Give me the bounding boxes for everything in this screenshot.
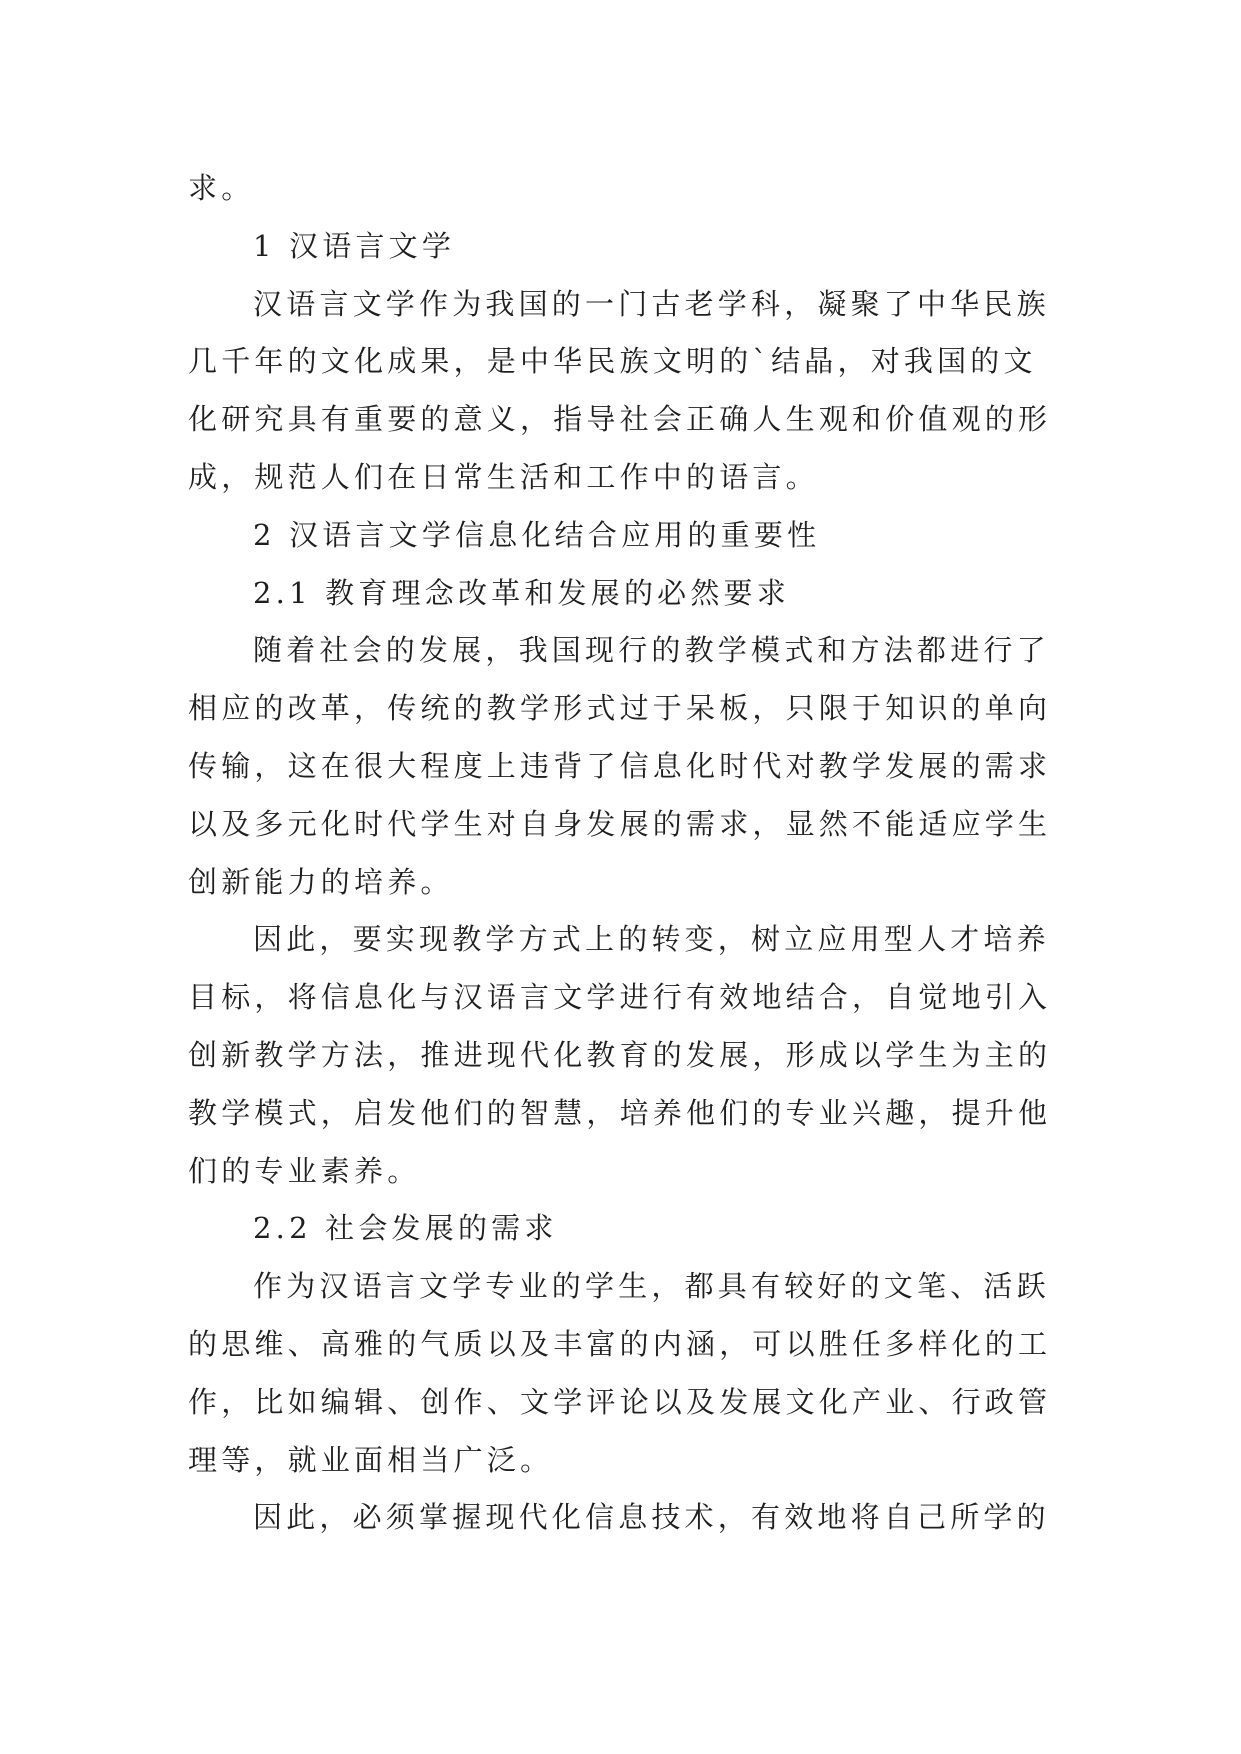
text-line: 作为汉语言文学专业的学生，都具有较好的文笔、活跃 (253, 1269, 1050, 1304)
text-line: 因此，要实现教学方式上的转变，树立应用型人才培养 (253, 922, 1050, 957)
text-line: 们的专业素养。 (188, 1153, 421, 1188)
document-body (188, 160, 1053, 1547)
text-line: 教学模式，启发他们的智慧，培养他们的专业兴趣，提升他 (188, 1095, 1052, 1130)
text-line: 作，比如编辑、创作、文学评论以及发展文化产业、行政管 (188, 1384, 1052, 1419)
text-line: 2.2 社会发展的需求 (253, 1211, 558, 1246)
text-line: 1 汉语言文学 (253, 228, 456, 263)
text-line: 以及多元化时代学生对自身发展的需求，显然不能适应学生 (188, 806, 1052, 841)
text-line: 随着社会的发展，我国现行的教学模式和方法都进行了 (253, 633, 1050, 668)
text-line: 创新教学方法，推进现代化教育的发展，形成以学生为主的 (188, 1037, 1052, 1072)
text-line: 几千年的文化成果，是中华民族文明的`结晶，对我国的文 (188, 344, 1037, 379)
text-line: 成，规范人们在日常生活和工作中的语言。 (188, 459, 819, 494)
text-line: 求。 (188, 171, 255, 205)
text-line: 因此，必须掌握现代化信息技术，有效地将自己所学的 (253, 1500, 1050, 1535)
text-line: 理等，就业面相当广泛。 (188, 1442, 554, 1477)
text-line: 2 汉语言文学信息化结合应用的重要性 (253, 517, 821, 552)
text-line: 相应的改革，传统的教学形式过于呆板，只限于知识的单向 (188, 691, 1052, 726)
text-line: 传输，这在很大程度上违背了信息化时代对教学发展的需求 (188, 748, 1052, 783)
text-line: 汉语言文学作为我国的一门古老学科，凝聚了中华民族 (253, 286, 1050, 321)
text-line: 的思维、高雅的气质以及丰富的内涵，可以胜任多样化的工 (188, 1326, 1052, 1361)
text-line: 创新能力的培养。 (188, 864, 454, 899)
text-line: 化研究具有重要的意义，指导社会正确人生观和价值观的形 (188, 402, 1052, 437)
text-line: 目标，将信息化与汉语言文学进行有效地结合，自觉地引入 (188, 980, 1052, 1015)
text-line: 2.1 教育理念改革和发展的必然要求 (253, 575, 790, 610)
